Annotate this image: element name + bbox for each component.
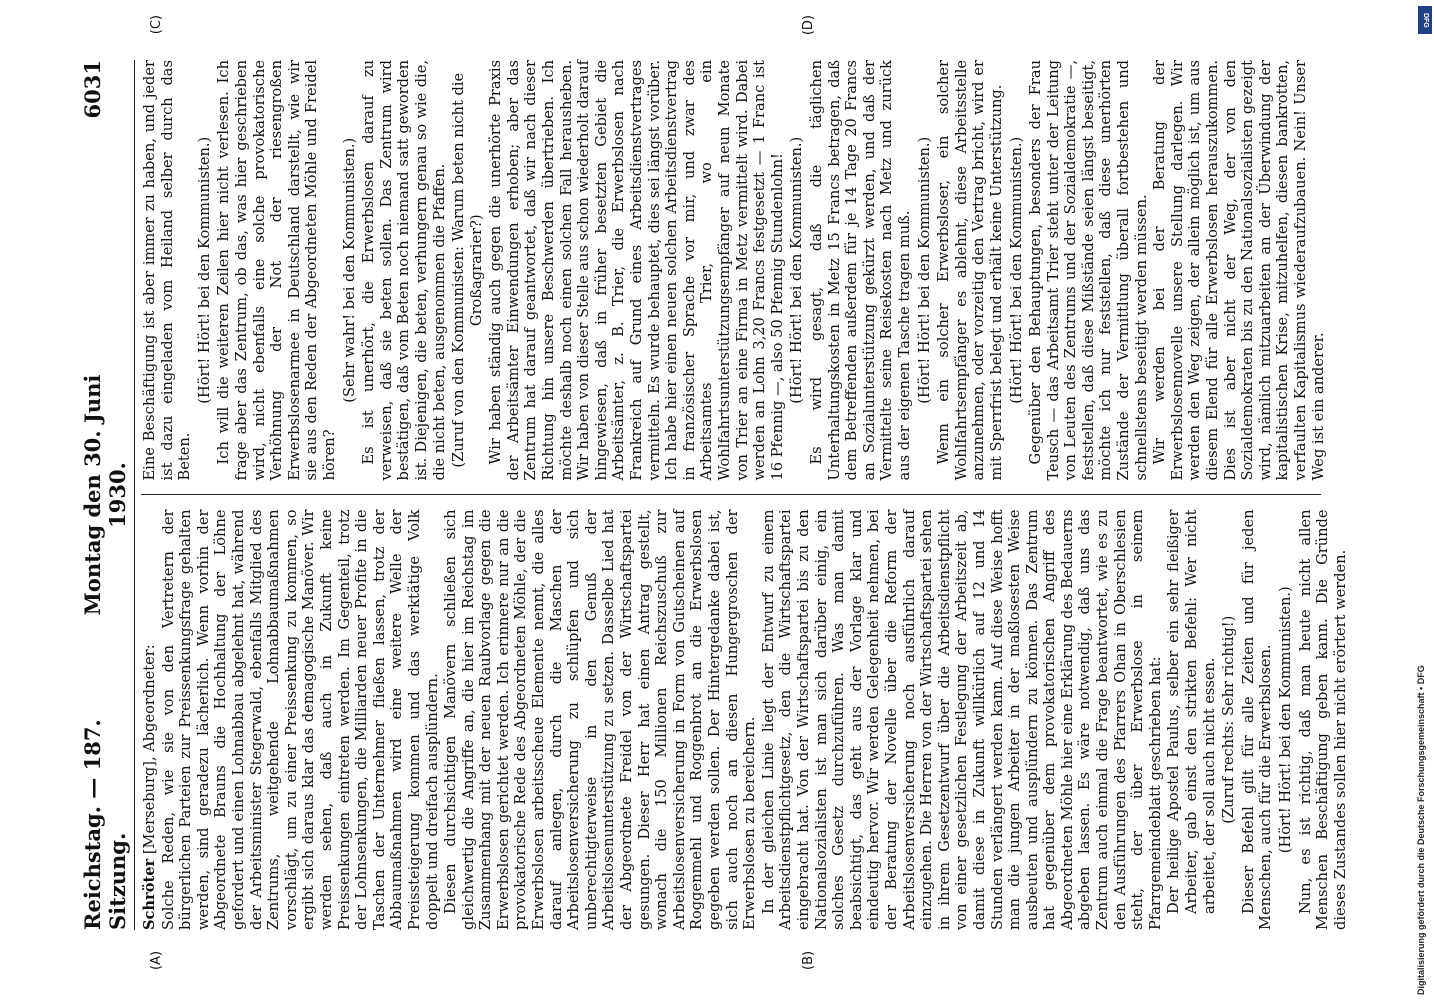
text-columns xyxy=(141,15,1349,970)
header-date: Montag den 30. Juni 1930. xyxy=(80,374,130,616)
interjection: (Hört! Hört! bei den Kommunisten.) xyxy=(915,136,933,404)
right-column xyxy=(141,60,1327,495)
page xyxy=(60,0,1360,1000)
speaker-suffix: [Merseburg], Abgeordneter: xyxy=(141,644,158,859)
margin-marker-c: (C) xyxy=(149,15,164,35)
paragraph: Eine Beschäftigung ist aber immer zu haben, und jeder ist dazu eingeladen vom Heiland selber durch das Beten. xyxy=(141,60,194,481)
paragraph: Dieser Befehl gilt für alle Zeiten und für jeden Menschen, auch für die Erwerbslosen. xyxy=(1239,509,1275,930)
dfg-credit-text: Digitalisierung gefördert durch die Deutsche Forschungsgemeinschaft • DFG xyxy=(1416,665,1426,995)
interjection: (Hört! Hört! bei den Kommunisten.) xyxy=(788,136,806,404)
paragraph: Es ist unerhört, die Erwerbslosen darauf zu verweisen, daß sie beten sollen. Das Zentrum wird bestätigen, daß vom Beten noch niemand satt geworden ist. Diejenigen, die beten, verhungern genau so wie die, die nicht beten, ausgenommen die Pfaffen. xyxy=(360,60,448,481)
interjection: (Hört! Hört! bei den Kommunisten.) xyxy=(1277,586,1294,854)
paragraph: In der gleichen Linie liegt der Entwurf zu einem Arbeitsdienstpflichtgesetz, den die Wirtschaftspartei eingebracht hat. Von der Wirtschaftspartei bis zu den Nationalsozialisten ist man sich darüber einig, ein solches Gesetz durchzuführen. Was man damit beabsichtigt, das geht aus der Vorlage klar und eindeutig hervor. Wir werden Gelegenheit nehmen, bei der Beratung der Novelle über die Reform der Arbeitslosenversicherung noch ausführlich darauf einzugehen. Die Herren von der Wirtschaftspartei sehen in ihrem Gesetzentwurf über die Arbeitsdienstpflicht von einer gesetzlichen Festlegung der Arbeitszeit ab, damit diese in Zukunft willkürlich auf 12 und 14 Stunden verlängert werden kann. Auf diese Weise hofft man die jungen Arbeiter in der maßlosesten Weise ausbeuten und ausplündern zu können. Das Zentrum hat gegenüber dem provokatorischen Angriff des Abgeordneten Möhle hier eine Erklärung des Bedauerns abgeben lassen. Es wäre notwendig, daß uns das Zentrum auch einmal die Frage beantwortet, wie es zu den Ausführungen des Pfarrers Ohan in Oberschlesien steht, der über Erwerbslose in seinem Pfarrgemeindeblatt geschrieben hat: xyxy=(759,509,1164,930)
paragraph: Gegenüber den Behauptungen, besonders der Frau Teusch — das Arbeitsamt Trier steht unter der Leitung von Leuten des Zentrums und der Sozialdemokratie —, feststellen, daß diese Mißstände seien längst beseitigt, möchte ich nur feststellen, daß diese unerhörten Zustände der Vermittlung überall fortbestehen und schnellstens beseitigt werden müssen. xyxy=(1027,60,1150,481)
margin-marker-a: (A) xyxy=(149,950,164,970)
page-number: 6031 xyxy=(80,60,105,119)
quotation: Der heilige Apostel Paulus, selber ein sehr fleißiger Arbeiter, gab einst den strikten Befehl: Wer nicht arbeitet, der soll auch nicht essen. xyxy=(1165,509,1218,914)
interjection: (Hört! Hört! bei den Kommunisten.) xyxy=(195,136,213,404)
left-column xyxy=(141,495,1349,931)
dfg-sidebar xyxy=(1412,5,1432,995)
page-header xyxy=(80,60,135,930)
interjection: (Zuruf von den Kommunisten: Warum beten nicht die Großagrarier?) xyxy=(450,72,485,468)
margin-marker-d: (D) xyxy=(801,15,816,36)
header-session: Reichstag. — 187. Sitzung. xyxy=(80,719,130,930)
interjection: (Sehr wahr! bei den Kommunisten.) xyxy=(340,137,358,403)
speaker-name: Schröter xyxy=(141,858,158,930)
paragraph: Diesen durchsichtigen Manövern schließen sich gleichwertig die Angriffe an, die hier im Reichstag im Zusammenhang mit der neuen Raubvorlage gegen die Erwerbslosen gerichtet werden. Ich erinnere nur an die provokatorische Rede des Abgeordneten Möhle, der die Erwerbslosen arbeitsscheue Elemente nennt, die alles darauf anlegen, durch die Maschen der Arbeitslosenversicherung zu schlüpfen und sich unberechtigterweise in den Genuß der Arbeitslosenunterstützung zu setzen. Dasselbe Lied hat der Abgeordnete Freidel von der Wirtschaftspartei gesungen. Dieser Herr hat einen Antrag gestellt, wonach die 150 Millionen Reichszuschuß zur Arbeitslosenversicherung in Form von Gutscheinen auf Roggenmehl und Roggenbrot an die Erwerbslosen gegeben werden sollen. Der Hintergedanke dabei ist, sich auch noch an diesen Hungergroschen der Erwerbslosen zu bereichern. xyxy=(442,509,759,930)
interjection: (Zuruf rechts: Sehr richtig!) xyxy=(1220,615,1238,824)
paragraph: Wir werden bei der Beratung der Erwerbslosennovelle unsere Stellung darlegen. Wir werden den Weg zeigen, der allein möglich ist, um aus diesem Elend für alle Erwerbslosen herauszukommen. Dies ist aber nicht der Weg, der von den Sozialdemokraten bis zu den Nationalsozialisten gezeigt wird, nämlich mitzuarbeiten an der Überwindung der kapitalistischen Krise, mitzuhelfen, diesen bankrotten, verfaulten Kapitalismus wiederaufzubauen. Nein! Unser Weg ist ein anderer. xyxy=(1151,60,1327,481)
interjection: (Hört! Hört! bei den Kommunisten.) xyxy=(1007,136,1025,404)
paragraph: Es wird gesagt, daß die täglichen Unterhaltungskosten in Metz 15 Francs betragen, daß dem Betreffenden außerdem für je 14 Tage 20 Francs an Sozialunterstützung gekürzt werden, und daß der Vermittelte seine Reisekosten nach Metz und zurück aus der eigenen Tasche tragen muß. xyxy=(807,60,913,481)
speaker-line xyxy=(141,510,159,931)
paragraph: Wenn ein solcher Erwerbsloser, ein solcher Wohlfahrtsempfänger es ablehnt, diese Arbeitsstelle anzunehmen, oder vorzeitig den Vertrag bricht, wird er mit Sperrfrist belegt und erhält keine Unterstützung. xyxy=(935,60,1005,481)
dfg-logo: DFG xyxy=(1418,6,1432,34)
paragraph: Wir haben ständig auch gegen die unerhörte Praxis der Arbeitsämter Einwendungen erhoben; aber das Zentrum hat darauf geantwortet, daß wir nach dieser Richtung hin unsere Beschwerden übertrieben. Ich möchte deshalb noch einen solchen Fall herausheben. Wir haben von dieser Stelle aus schon wiederholt darauf hingewiesen, daß in früher besetzten Gebiet die Arbeitsämter, z. B. Trier, die Erwerbslosen nach Frankreich auf Grund eines Arbeitsdienstvertrages vermitteln. Es wurde behauptet, dies sei längst vorüber. Ich habe hier einen neuen solchen Arbeitsdienstvertrag in französischer Sprache vor mir, und zwar des Arbeitsamtes Trier, wo ein Wohlfahrtsunterstützungsempfänger auf neun Monate von Trier an eine Firma in Metz vermittelt wird. Dabei werden an Lohn 3,20 Francs festgesetzt — 1 Franc ist 16 Pfennig —, also 50 Pfennig Stundenlohn! xyxy=(487,60,786,481)
paragraph: Solche Reden, wie sie von den Vertretern der bürgerlichen Parteien zur Preissenkungsfrage gehalten werden, sind geradezu lächerlich. Wenn vorhin der Abgeordnete Brauns die Hochhaltung der Löhne gefordert und einen Lohnabbau abgelehnt hat, während der Arbeitsminister Stegerwald, ebenfalls Mitglied des Zentrums, weitgehende Lohnabbaumaßnahmen vorschlägt, um zu einer Preissenkung zu kommen, so ergibt sich daraus klar das demagogische Manöver. Wir werden sehen, daß auch in Zukunft keine Preissenkungen eintreten werden. Im Gegenteil, trotz der Lohnsenkungen, die Milliarden neuer Profite in die Taschen der Unternehmer fließen lassen, trotz der Abbaumaßnahmen wird eine weitere Welle der Preissteigerung kommen und das werktätige Volk doppelt und dreifach ausplündern. xyxy=(159,509,441,930)
margin-marker-b: (B) xyxy=(801,950,816,970)
paragraph: Ich will die weiteren Zeilen hier nicht verlesen. Ich frage aber das Zentrum, ob das, was hier geschrieben wird, nicht ebenfalls eine solche provokatorische Verhöhnung der Not der riesengroßen Erwerbslosenarmee in Deutschland darstellt, wie wir sie aus den Reden der Abgeordneten Möhle und Freidel hören? xyxy=(215,60,338,481)
paragraph: Nun, es ist richtig, daß man heute nicht allen Menschen Beschäftigung geben kann. Die Gründe dieses Zustandes sollen hier nicht erörtert werden. xyxy=(1296,509,1349,930)
